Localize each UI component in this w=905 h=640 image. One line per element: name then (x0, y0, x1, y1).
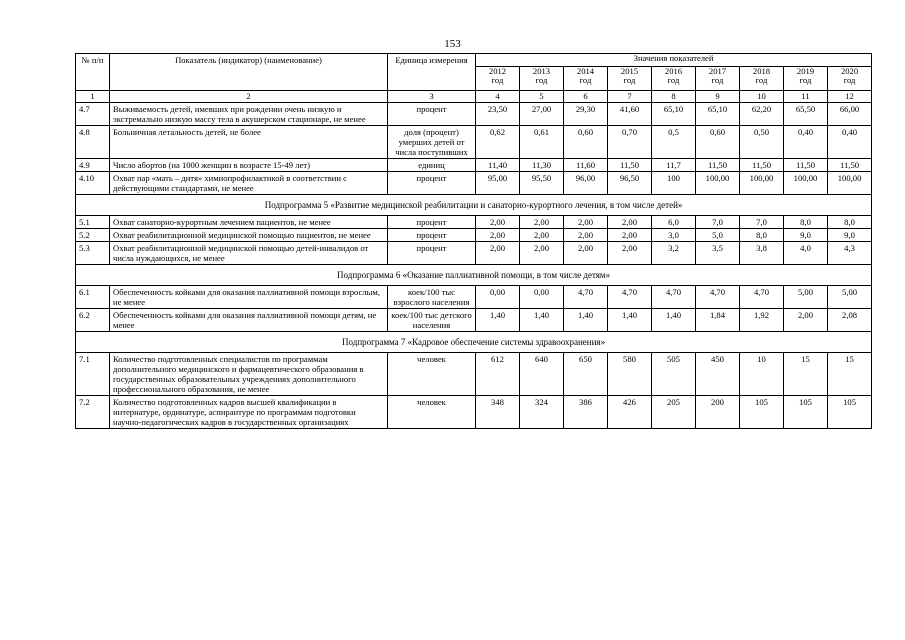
value-cell: 96,50 (608, 172, 652, 195)
value-cell: 2,00 (564, 216, 608, 229)
row-number: 7.1 (76, 353, 110, 396)
header-year (740, 66, 784, 90)
subprogram-row (76, 195, 872, 216)
column-number: 1 (76, 91, 110, 103)
value-cell: 0,60 (696, 126, 740, 159)
value-cell: 65,50 (784, 103, 828, 126)
value-cell: 8,0 (740, 229, 784, 242)
value-cell: 200 (696, 396, 740, 429)
header-year (828, 66, 872, 90)
table-row (76, 396, 872, 429)
value-cell: 450 (696, 353, 740, 396)
value-cell: 3,8 (740, 242, 784, 265)
header-year (652, 66, 696, 90)
value-cell: 10 (740, 353, 784, 396)
value-cell: 65,10 (696, 103, 740, 126)
subprogram-title: Подпрограмма 5 «Развитие медицинской реабилитации и санаторно-курортного лечения, в том числе детей» (76, 195, 872, 216)
year-suffix: год (799, 74, 812, 85)
unit-cell: процент (388, 242, 476, 265)
header-unit: Единица измерения (388, 54, 476, 91)
year-suffix: год (755, 74, 768, 85)
year-suffix: год (535, 74, 548, 85)
indicator-name: Количество подготовленных кадров высшей квалификации в интернатуре, ординатуре, аспирантуре по программам подготовки научно-педагогических кадров в государственных организациях (110, 396, 388, 429)
year-suffix: год (711, 74, 724, 85)
table-row (76, 309, 872, 332)
column-number: 6 (564, 91, 608, 103)
table-row (76, 229, 872, 242)
value-cell: 2,00 (520, 242, 564, 265)
indicator-name: Охват пар «мать – дитя» химиопрофилактикой в соответствии с действующими стандартами, не менее (110, 172, 388, 195)
indicator-name: Обеспеченность койками для оказания паллиативной помощи детям, не менее (110, 309, 388, 332)
column-number: 3 (388, 91, 476, 103)
value-cell: 0,50 (740, 126, 784, 159)
value-cell: 100,00 (828, 172, 872, 195)
column-number: 4 (476, 91, 520, 103)
header-num: № п/п (76, 54, 110, 91)
indicator-name: Выживаемость детей, имевших при рождении очень низкую и экстремально низкую массу тела в акушерском стационаре, не менее (110, 103, 388, 126)
value-cell: 4,70 (696, 286, 740, 309)
subprogram-row (76, 265, 872, 286)
value-cell: 11,7 (652, 159, 696, 172)
indicator-name: Количество подготовленных специалистов по программам дополнительного медицинского и фармацевтического образования в государственных образовательных учреждениях дополнительного профессионального образования, не менее (110, 353, 388, 396)
value-cell: 1,40 (652, 309, 696, 332)
value-cell: 11,50 (608, 159, 652, 172)
value-cell: 2,00 (520, 216, 564, 229)
unit-cell: коек/100 тыс детского населения (388, 309, 476, 332)
header-year (784, 66, 828, 90)
header-year (608, 66, 652, 90)
value-cell: 5,0 (696, 229, 740, 242)
value-cell: 4,70 (740, 286, 784, 309)
year-label: 2012 (488, 66, 507, 76)
value-cell: 1,92 (740, 309, 784, 332)
value-cell: 27,00 (520, 103, 564, 126)
year-label: 2017 (708, 66, 727, 76)
indicator-name: Больничная летальность детей, не более (110, 126, 388, 159)
row-number: 7.2 (76, 396, 110, 429)
value-cell: 15 (828, 353, 872, 396)
value-cell: 2,00 (608, 242, 652, 265)
table-row (76, 126, 872, 159)
year-label: 2015 (620, 66, 639, 76)
row-number: 4.8 (76, 126, 110, 159)
subprogram-row (76, 332, 872, 353)
indicator-name: Охват санаторно-курортным лечением пациентов, не менее (110, 216, 388, 229)
year-suffix: год (667, 74, 680, 85)
value-cell: 11,60 (564, 159, 608, 172)
value-cell: 505 (652, 353, 696, 396)
table-row (76, 286, 872, 309)
value-cell: 0,00 (476, 286, 520, 309)
value-cell: 100,00 (696, 172, 740, 195)
value-cell: 105 (828, 396, 872, 429)
page-number: 153 (444, 38, 461, 50)
value-cell: 0,00 (520, 286, 564, 309)
value-cell: 95,50 (520, 172, 564, 195)
table-row (76, 216, 872, 229)
value-cell: 386 (564, 396, 608, 429)
table-row (76, 159, 872, 172)
value-cell: 324 (520, 396, 564, 429)
value-cell: 0,40 (828, 126, 872, 159)
header-year (476, 66, 520, 90)
subprogram-title: Подпрограмма 7 «Кадровое обеспечение системы здравоохранения» (76, 332, 872, 353)
value-cell: 8,0 (828, 216, 872, 229)
value-cell: 3,5 (696, 242, 740, 265)
subprogram-title: Подпрограмма 6 «Оказание паллиативной помощи, в том числе детям» (76, 265, 872, 286)
value-cell: 4,70 (608, 286, 652, 309)
table-row (76, 353, 872, 396)
value-cell: 640 (520, 353, 564, 396)
indicator-name: Охват реабилитационной медицинской помощью детей-инвалидов от числа нуждающихся, не менее (110, 242, 388, 265)
value-cell: 2,00 (608, 216, 652, 229)
indicator-name: Охват реабилитационной медицинской помощью пациентов, не менее (110, 229, 388, 242)
value-cell: 426 (608, 396, 652, 429)
year-label: 2014 (576, 66, 595, 76)
value-cell: 8,0 (784, 216, 828, 229)
value-cell: 2,00 (476, 216, 520, 229)
row-number: 6.2 (76, 309, 110, 332)
indicator-name: Обеспеченность койками для оказания паллиативной помощи взрослым, не менее (110, 286, 388, 309)
indicator-name: Число абортов (на 1000 женщин в возрасте 15-49 лет) (110, 159, 388, 172)
value-cell: 41,60 (608, 103, 652, 126)
year-suffix: год (491, 74, 504, 85)
year-label: 2019 (796, 66, 815, 76)
value-cell: 66,00 (828, 103, 872, 126)
year-suffix: год (843, 74, 856, 85)
value-cell: 2,00 (784, 309, 828, 332)
table-row (76, 242, 872, 265)
column-number: 8 (652, 91, 696, 103)
value-cell: 2,00 (608, 229, 652, 242)
value-cell: 2,00 (476, 242, 520, 265)
column-number: 11 (784, 91, 828, 103)
column-numbers-row (76, 91, 872, 103)
value-cell: 2,00 (520, 229, 564, 242)
unit-cell: процент (388, 172, 476, 195)
column-number: 2 (110, 91, 388, 103)
header-year (696, 66, 740, 90)
value-cell: 95,00 (476, 172, 520, 195)
value-cell: 2,00 (564, 229, 608, 242)
value-cell: 3,0 (652, 229, 696, 242)
indicators-table (75, 53, 872, 429)
value-cell: 4,3 (828, 242, 872, 265)
row-number: 4.10 (76, 172, 110, 195)
value-cell: 100,00 (784, 172, 828, 195)
header-row (76, 54, 872, 67)
value-cell: 1,40 (476, 309, 520, 332)
value-cell: 0,61 (520, 126, 564, 159)
unit-cell: единиц (388, 159, 476, 172)
value-cell: 11,30 (520, 159, 564, 172)
value-cell: 96,00 (564, 172, 608, 195)
value-cell: 612 (476, 353, 520, 396)
value-cell: 105 (784, 396, 828, 429)
value-cell: 0,5 (652, 126, 696, 159)
value-cell: 11,50 (784, 159, 828, 172)
year-suffix: год (579, 74, 592, 85)
column-number: 10 (740, 91, 784, 103)
value-cell: 348 (476, 396, 520, 429)
value-cell: 4,70 (564, 286, 608, 309)
value-cell: 65,10 (652, 103, 696, 126)
row-number: 4.7 (76, 103, 110, 126)
column-number: 9 (696, 91, 740, 103)
value-cell: 3,2 (652, 242, 696, 265)
value-cell: 650 (564, 353, 608, 396)
value-cell: 15 (784, 353, 828, 396)
value-cell: 4,70 (652, 286, 696, 309)
header-year (520, 66, 564, 90)
value-cell: 2,00 (476, 229, 520, 242)
value-cell: 1,84 (696, 309, 740, 332)
unit-cell: человек (388, 353, 476, 396)
value-cell: 11,40 (476, 159, 520, 172)
value-cell: 9,0 (828, 229, 872, 242)
value-cell: 0,40 (784, 126, 828, 159)
value-cell: 100,00 (740, 172, 784, 195)
table-row (76, 172, 872, 195)
value-cell: 6,0 (652, 216, 696, 229)
row-number: 6.1 (76, 286, 110, 309)
value-cell: 205 (652, 396, 696, 429)
value-cell: 580 (608, 353, 652, 396)
column-number: 7 (608, 91, 652, 103)
value-cell: 11,50 (740, 159, 784, 172)
header-indicator: Показатель (индикатор) (наименование) (110, 54, 388, 91)
value-cell: 11,50 (828, 159, 872, 172)
column-number: 12 (828, 91, 872, 103)
year-label: 2020 (840, 66, 859, 76)
unit-cell: процент (388, 216, 476, 229)
header-values: Значения показателей (476, 54, 872, 67)
year-label: 2016 (664, 66, 683, 76)
value-cell: 11,50 (696, 159, 740, 172)
value-cell: 0,70 (608, 126, 652, 159)
value-cell: 23,50 (476, 103, 520, 126)
row-number: 4.9 (76, 159, 110, 172)
year-suffix: год (623, 74, 636, 85)
value-cell: 1,40 (520, 309, 564, 332)
year-label: 2018 (752, 66, 771, 76)
row-number: 5.1 (76, 216, 110, 229)
year-label: 2013 (532, 66, 551, 76)
unit-cell: процент (388, 103, 476, 126)
row-number: 5.2 (76, 229, 110, 242)
value-cell: 1,40 (564, 309, 608, 332)
value-cell: 9,0 (784, 229, 828, 242)
column-number: 5 (520, 91, 564, 103)
unit-cell: доля (процент) умерших детей от числа поступивших (388, 126, 476, 159)
value-cell: 2,08 (828, 309, 872, 332)
value-cell: 4,0 (784, 242, 828, 265)
unit-cell: коек/100 тыс взрослого населения (388, 286, 476, 309)
value-cell: 0,62 (476, 126, 520, 159)
value-cell: 7,0 (740, 216, 784, 229)
value-cell: 29,30 (564, 103, 608, 126)
unit-cell: процент (388, 229, 476, 242)
value-cell: 62,20 (740, 103, 784, 126)
value-cell: 5,00 (784, 286, 828, 309)
value-cell: 100 (652, 172, 696, 195)
value-cell: 2,00 (564, 242, 608, 265)
unit-cell: человек (388, 396, 476, 429)
value-cell: 1,40 (608, 309, 652, 332)
value-cell: 0,60 (564, 126, 608, 159)
value-cell: 105 (740, 396, 784, 429)
value-cell: 7,0 (696, 216, 740, 229)
value-cell: 5,00 (828, 286, 872, 309)
table-row (76, 103, 872, 126)
header-year (564, 66, 608, 90)
row-number: 5.3 (76, 242, 110, 265)
